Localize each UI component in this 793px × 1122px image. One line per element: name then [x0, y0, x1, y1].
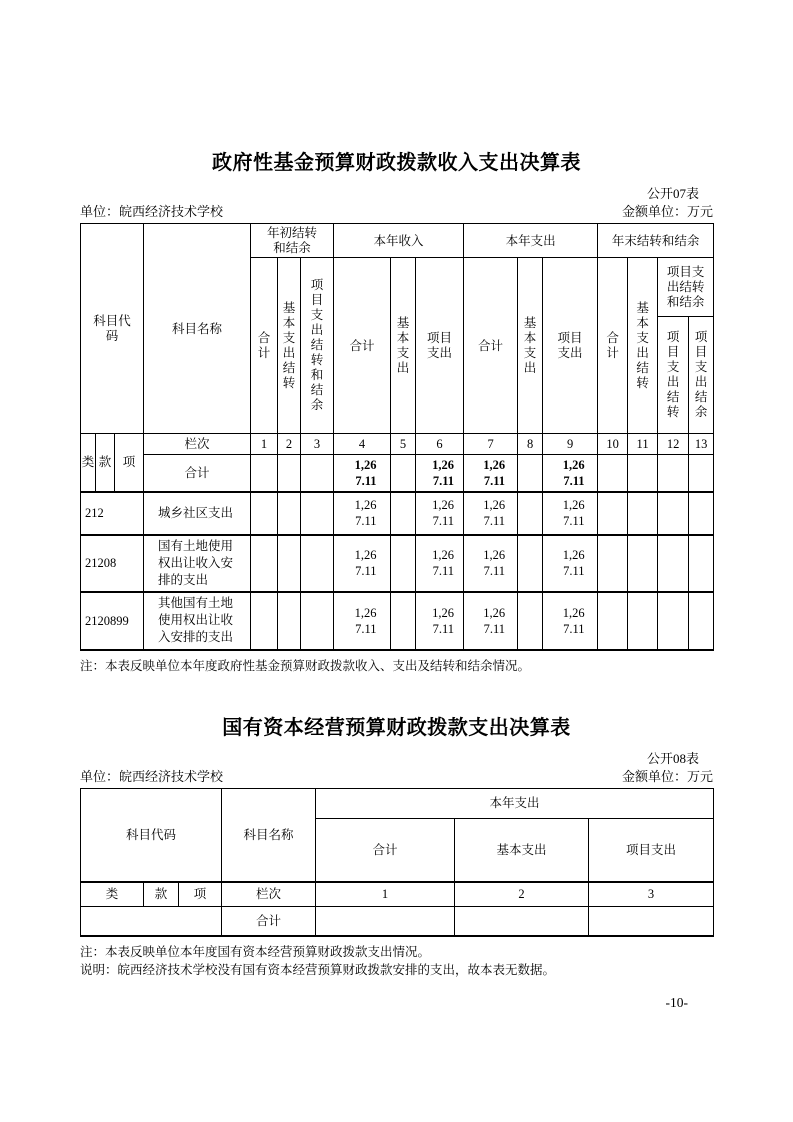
header-subject-name: 科目名称 — [144, 224, 251, 434]
lanci-label: 栏次 — [222, 882, 316, 906]
col-number: 6 — [416, 434, 464, 455]
value-cell — [301, 592, 334, 650]
table1-note: 注：本表反映单位本年度政府性基金预算财政拨款收入、支出及结转和结余情况。 — [80, 658, 531, 673]
col-number: 10 — [598, 434, 628, 455]
col-number: 5 — [391, 434, 416, 455]
value-cell: 1,267.11 — [543, 492, 598, 535]
value-cell — [628, 492, 658, 535]
header-col-10: 合计 — [598, 258, 628, 434]
fund-budget-table — [80, 223, 714, 651]
value-cell: 1,267.11 — [334, 455, 391, 492]
subject-code-cell: 2120899 — [81, 592, 144, 650]
header-col-total: 合计 — [316, 818, 455, 882]
value-cell: 1,267.11 — [464, 492, 518, 535]
col-number: 9 — [543, 434, 598, 455]
code-col-item: 项 — [115, 434, 144, 492]
header-col-basic: 基本支出 — [455, 818, 589, 882]
value-cell — [301, 535, 334, 592]
subject-code-cell — [81, 906, 222, 936]
value-cell — [628, 592, 658, 650]
value-cell — [251, 592, 278, 650]
code-col-section: 款 — [96, 434, 115, 492]
subject-name-cell: 城乡社区支出 — [144, 492, 251, 535]
code-col-class: 类 — [81, 882, 144, 906]
value-cell — [658, 492, 689, 535]
subject-name-cell: 国有土地使用权出让收入安排的支出 — [144, 535, 251, 592]
table1-unit-label: 单位：皖西经济技术学校 — [80, 204, 224, 219]
table2-explanation: 说明：皖西经济技术学校没有国有资本经营预算财政拨款安排的支出，故本表无数据。 — [80, 963, 556, 977]
header-col-7: 合计 — [464, 258, 518, 434]
value-cell — [689, 492, 714, 535]
table2-unit-label: 单位：皖西经济技术学校 — [80, 768, 224, 784]
table2-unit-row — [80, 768, 713, 785]
header-subject-code: 科目代码 — [81, 788, 222, 882]
col-number: 1 — [316, 882, 455, 906]
header-group-begin-balance — [251, 224, 334, 258]
value-cell: 1,267.11 — [464, 455, 518, 492]
value-cell — [278, 592, 301, 650]
header-group-year-expense: 本年支出 — [464, 224, 598, 258]
row-total-name: 合计 — [144, 455, 251, 492]
value-cell: 1,267.11 — [334, 535, 391, 592]
value-cell — [628, 535, 658, 592]
value-cell: 1,267.11 — [334, 492, 391, 535]
value-cell: 1,267.11 — [543, 455, 598, 492]
subject-code-label: 科目代码 — [93, 313, 131, 343]
header-group-end-balance: 年末结转和结余 — [598, 224, 714, 258]
page-content — [80, 0, 713, 1011]
col-number: 2 — [278, 434, 301, 455]
header-col-3: 项目支出结转和结余 — [301, 258, 334, 434]
col-number: 13 — [689, 434, 714, 455]
value-cell — [455, 906, 589, 936]
col-number: 8 — [518, 434, 543, 455]
header-col-6: 项目支出 — [416, 258, 464, 434]
value-cell — [251, 535, 278, 592]
value-cell — [391, 535, 416, 592]
code-col-section: 款 — [144, 882, 179, 906]
col-number: 1 — [251, 434, 278, 455]
header-col-2: 基本支出结转 — [278, 258, 301, 434]
page-number: -10- — [665, 995, 688, 1010]
table2-amount-unit-label: 金额单位：万元 — [621, 768, 713, 784]
table1-amount-unit-label: 金额单位：万元 — [621, 204, 713, 219]
col-number: 12 — [658, 434, 689, 455]
value-cell — [598, 455, 628, 492]
subject-code-cell: 212 — [81, 492, 144, 535]
col-number: 3 — [589, 882, 714, 906]
value-cell — [689, 535, 714, 592]
value-cell: 1,267.11 — [464, 535, 518, 592]
value-cell: 1,267.11 — [334, 592, 391, 650]
state-capital-table — [80, 788, 714, 938]
header-col-13: 项目支出结余 — [689, 317, 714, 434]
value-cell — [391, 455, 416, 492]
code-col-class: 类 — [81, 434, 96, 492]
value-cell — [278, 455, 301, 492]
table1-unit-row — [80, 203, 713, 220]
value-cell — [301, 492, 334, 535]
subject-name-cell: 其他国有土地使用权出让收入安排的支出 — [144, 592, 251, 650]
header-col-11: 基本支出结转 — [628, 258, 658, 434]
value-cell — [689, 592, 714, 650]
value-cell — [658, 592, 689, 650]
header-col-1: 合计 — [251, 258, 278, 434]
value-cell: 1,267.11 — [416, 455, 464, 492]
value-cell — [518, 592, 543, 650]
subject-code-cell: 21208 — [81, 535, 144, 592]
value-cell — [251, 455, 278, 492]
value-cell — [518, 455, 543, 492]
value-cell: 1,267.11 — [416, 535, 464, 592]
value-cell — [391, 592, 416, 650]
table1-number: 公开07表 — [646, 186, 699, 201]
header-subgroup-project-balance: 项目支出结转和结余 — [658, 258, 714, 317]
table1-title: 政府性基金预算财政拨款收入支出决算表 — [212, 152, 581, 174]
header-subject-name: 科目名称 — [222, 788, 316, 882]
value-cell — [251, 492, 278, 535]
value-cell — [589, 906, 714, 936]
group-begin-balance-label: 年初结转和结余 — [267, 225, 318, 255]
header-col-12: 项目支出结转 — [658, 317, 689, 434]
header-col-5: 基本支出 — [391, 258, 416, 434]
value-cell — [278, 535, 301, 592]
header-group-year-expense: 本年支出 — [316, 788, 714, 818]
header-group-year-income: 本年收入 — [334, 224, 464, 258]
col-number: 3 — [301, 434, 334, 455]
value-cell — [518, 535, 543, 592]
lanci-label: 栏次 — [144, 434, 251, 455]
value-cell — [598, 592, 628, 650]
value-cell: 1,267.11 — [416, 592, 464, 650]
value-cell — [301, 455, 334, 492]
value-cell: 1,267.11 — [543, 535, 598, 592]
value-cell — [316, 906, 455, 936]
header-col-9: 项目支出 — [543, 258, 598, 434]
value-cell — [628, 455, 658, 492]
header-col-8: 基本支出 — [518, 258, 543, 434]
col-number: 11 — [628, 434, 658, 455]
value-cell — [518, 492, 543, 535]
value-cell — [658, 455, 689, 492]
table2-note: 注：本表反映单位本年度国有资本经营预算财政拨款支出情况。 — [80, 945, 431, 959]
header-col-project: 项目支出 — [589, 818, 714, 882]
header-col-4: 合计 — [334, 258, 391, 434]
header-subject-code — [81, 224, 144, 434]
value-cell: 1,267.11 — [416, 492, 464, 535]
value-cell: 1,267.11 — [464, 592, 518, 650]
value-cell — [598, 535, 628, 592]
value-cell — [278, 492, 301, 535]
col-number: 2 — [455, 882, 589, 906]
col-number: 7 — [464, 434, 518, 455]
value-cell — [598, 492, 628, 535]
row-total-name: 合计 — [222, 906, 316, 936]
col-number: 4 — [334, 434, 391, 455]
value-cell — [391, 492, 416, 535]
value-cell — [689, 455, 714, 492]
table2-number: 公开08表 — [646, 750, 699, 766]
code-col-item: 项 — [179, 882, 222, 906]
value-cell — [658, 535, 689, 592]
table2-title: 国有资本经营预算财政拨款支出决算表 — [222, 716, 571, 739]
value-cell: 1,267.11 — [543, 592, 598, 650]
